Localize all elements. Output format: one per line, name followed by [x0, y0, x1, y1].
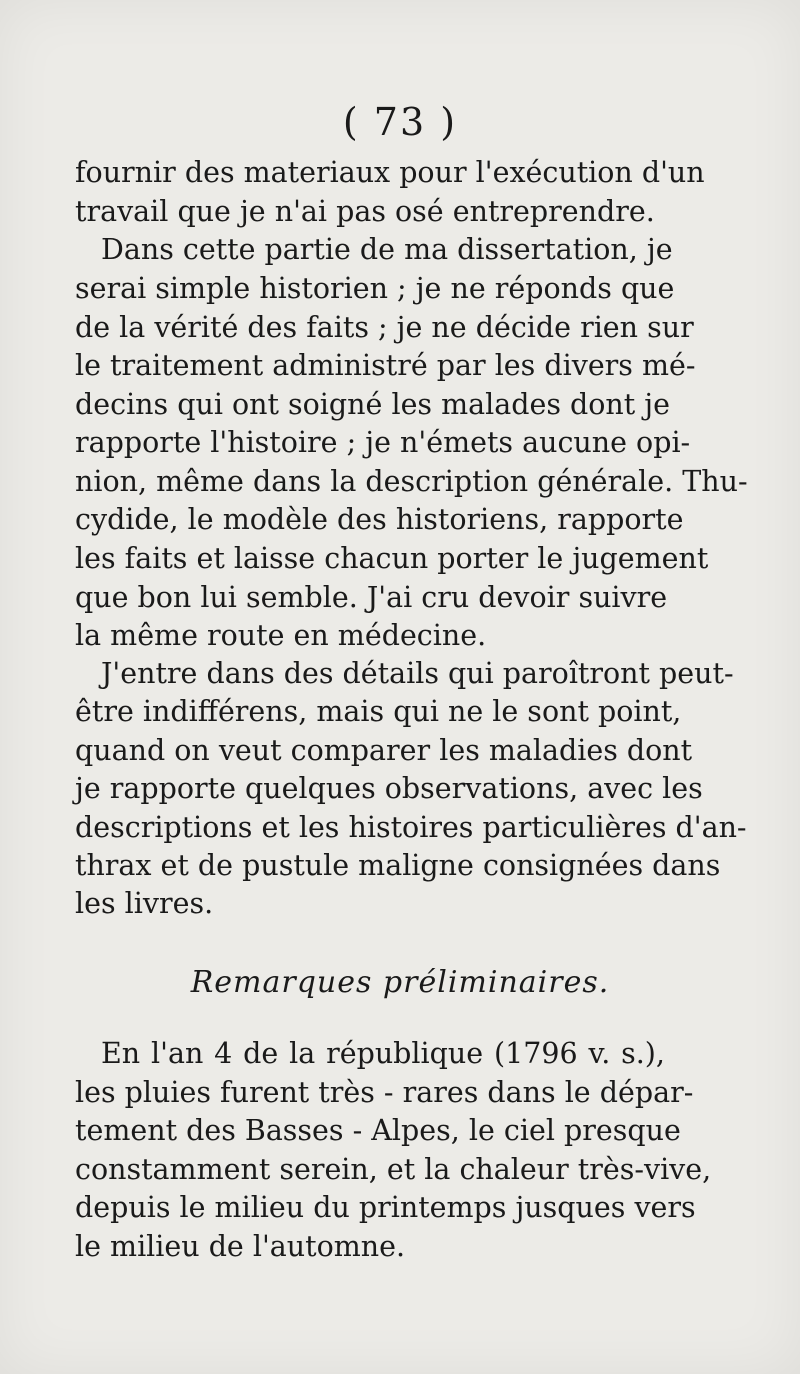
text-line: decins qui ont soigné les malades dont je: [75, 388, 671, 421]
text-line: cydide, le modèle des historiens, rapporte: [75, 503, 684, 536]
text-line: le traitement administré par les divers mé-: [75, 349, 696, 382]
text-line: les livres.: [75, 887, 214, 920]
text-line: être indifférens, mais qui ne le sont point,: [75, 695, 682, 728]
text-line: Dans cette partie de ma dissertation, je: [101, 233, 673, 266]
text-line: que bon lui semble. J'ai cru devoir suivre: [75, 581, 668, 614]
text-line: En l'an 4 de la république (1796 v. s.),: [101, 1037, 665, 1070]
section-heading: Remarques préliminaires.: [190, 965, 610, 1000]
text-line: les faits et laisse chacun porter le jugement: [75, 542, 709, 575]
page-number: ( 73 ): [342, 100, 458, 144]
text-line: la même route en médecine.: [75, 619, 487, 652]
text-line: constamment serein, et la chaleur très-vive,: [75, 1153, 712, 1186]
text-line: quand on veut comparer les maladies dont: [75, 734, 693, 767]
text-line: tement des Basses - Alpes, le ciel presque: [75, 1114, 681, 1147]
text-line: fournir des materiaux pour l'exécution d'un: [75, 156, 705, 189]
text-line: je rapporte quelques observations, avec les: [75, 772, 703, 805]
text-line: travail que je n'ai pas osé entreprendre.: [75, 195, 655, 228]
text-line: J'entre dans des détails qui paroîtront peut-: [101, 657, 734, 690]
text-line: serai simple historien ; je ne réponds que: [75, 272, 675, 305]
text-line: descriptions et les histoires particulières d'an-: [75, 811, 747, 844]
text-line: rapporte l'histoire ; je n'émets aucune opi-: [75, 426, 691, 459]
text-line: le milieu de l'automne.: [75, 1230, 406, 1263]
text-line: nion, même dans la description générale. Thu-: [75, 465, 748, 498]
text-line: depuis le milieu du printemps jusques vers: [75, 1191, 696, 1224]
text-line: thrax et de pustule maligne consignées dans: [75, 849, 721, 882]
text-line: les pluies furent très - rares dans le dépar-: [75, 1076, 694, 1109]
text-line: de la vérité des faits ; je ne décide rien sur: [75, 311, 694, 344]
